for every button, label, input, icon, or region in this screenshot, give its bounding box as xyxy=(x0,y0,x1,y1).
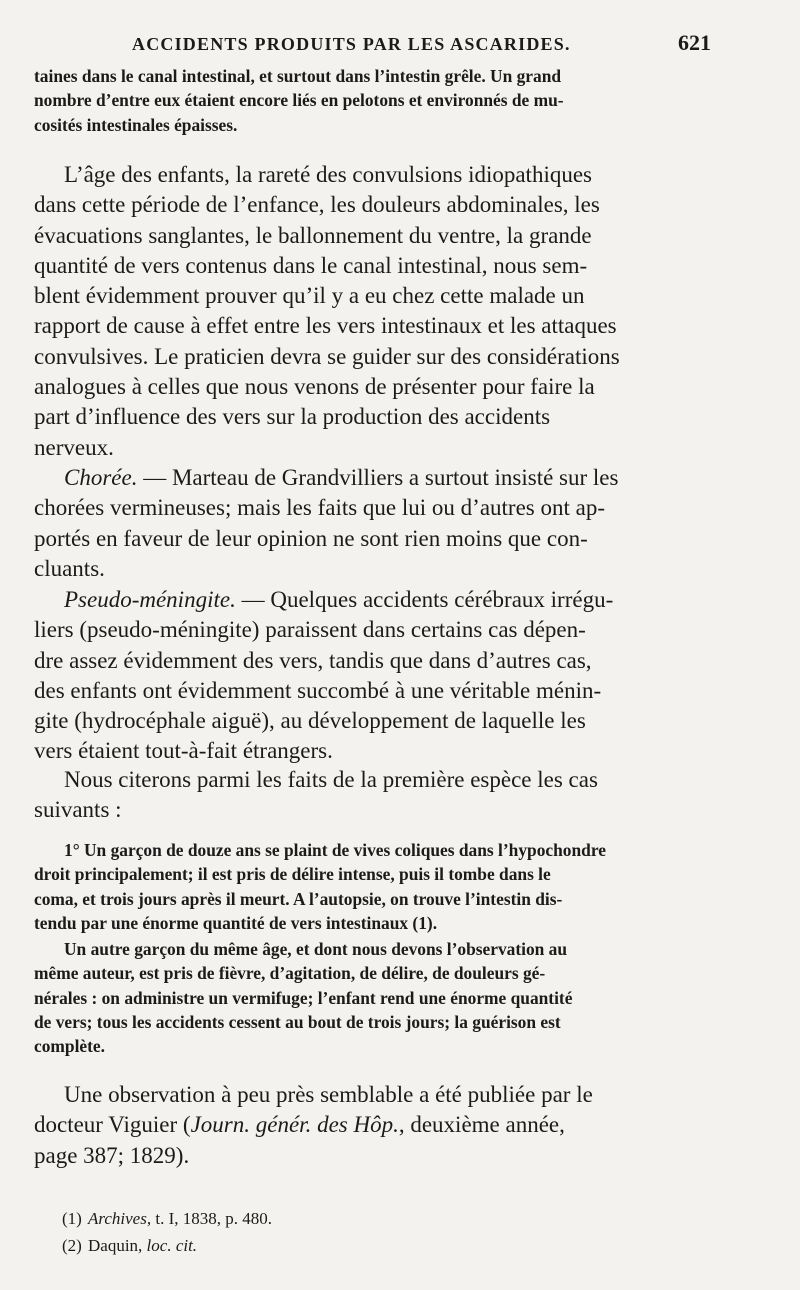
text-line: même auteur, est pris de fièvre, d’agitation, de délire, de douleurs gé- xyxy=(34,963,546,984)
paragraph-observation xyxy=(34,1080,728,1171)
text-line: Chorée. — Marteau de Grandvilliers a surtout insisté sur les xyxy=(64,465,619,490)
footnotes xyxy=(62,1205,662,1259)
text-line: Nous citerons parmi les faits de la première espèce les cas xyxy=(64,767,598,792)
text-line: de vers; tous les accidents cessent au bout de trois jours; la guérison est xyxy=(34,1011,561,1032)
text-line: page 387; 1829). xyxy=(34,1142,190,1168)
text-line: part d’influence des vers sur la production des accidents xyxy=(34,404,551,430)
text-line: nombre d’entre eux étaient encore liés en pelotons et environnés de mu- xyxy=(34,90,564,111)
footnote-marker: (2) xyxy=(62,1236,82,1255)
footnote-text: Daquin, xyxy=(88,1236,147,1255)
text-line: gite (hydrocéphale aiguë), au développement de laquelle les xyxy=(34,708,586,734)
running-header xyxy=(0,30,800,60)
text-line: coma, et trois jours après il meurt. A l’autopsie, on trouve l’intestin dis- xyxy=(34,888,563,909)
footnote-1 xyxy=(62,1205,662,1232)
text-line: chorées vermineuses; mais les faits que lui ou d’autres ont ap- xyxy=(34,495,606,521)
footnote-2 xyxy=(62,1232,662,1259)
text-line: nerveux. xyxy=(34,434,114,460)
text-line: dans cette période de l’enfance, les douleurs abdominales, les xyxy=(34,192,600,218)
text-line: L’âge des enfants, la rareté des convulsions idiopathiques xyxy=(64,162,593,187)
section-label-chorea: Chorée. xyxy=(64,465,138,490)
text-line: vers étaient tout-à-fait étrangers. xyxy=(34,738,333,764)
text-line: Un autre garçon du même âge, et dont nous devons l’observation au xyxy=(64,939,568,959)
section-label-pseudo-meningitis: Pseudo-méningite. xyxy=(64,587,236,612)
text-line: Une observation à peu près semblable a été publiée par le xyxy=(64,1082,593,1107)
paragraph-cite xyxy=(34,765,728,826)
text-line: rapport de cause à effet entre les vers intestinaux et les attaques xyxy=(34,313,617,339)
case-one xyxy=(34,838,728,935)
paragraph-chorea xyxy=(34,463,728,584)
case-two xyxy=(34,937,728,1058)
footnote-marker: (1) xyxy=(62,1209,82,1228)
text-line: suivants : xyxy=(34,797,122,823)
text-line: des enfants ont évidemment succombé à une véritable ménin- xyxy=(34,677,602,703)
text-line: Pseudo-méningite. — Quelques accidents cérébraux irrégu- xyxy=(64,587,614,612)
text-line: nérales : on administre un vermifuge; l’enfant rend une énorme quantité xyxy=(34,987,573,1008)
text-line: portés en faveur de leur opinion ne sont rien moins que con- xyxy=(34,525,588,551)
footnote-text: , t. I, 1838, p. 480. xyxy=(146,1209,272,1228)
text-line: cosités intestinales épaisses. xyxy=(34,114,238,135)
text-line: taines dans le canal intestinal, et surtout dans l’intestin grêle. Un grand xyxy=(34,66,562,86)
text-line: complète. xyxy=(34,1036,105,1057)
paragraph-age xyxy=(34,160,728,463)
text-line: blent évidemment prouver qu’il y a eu chez cette malade un xyxy=(34,283,585,309)
text-line: quantité de vers contenus dans le canal intestinal, nous sem- xyxy=(34,252,588,278)
text-line: analogues à celles que nous venons de présenter pour faire la xyxy=(34,374,595,400)
text-line: droit principalement; il est pris de délire intense, puis il tombe dans le xyxy=(34,864,551,885)
paragraph-pseudo-meningitis xyxy=(34,585,728,767)
journal-title: Journ. génér. des Hôp. xyxy=(190,1112,399,1138)
page-number: 621 xyxy=(678,30,711,55)
text-line: 1° Un garçon de douze ans se plaint de vives coliques dans l’hypochondre xyxy=(64,840,606,860)
text-line: évacuations sanglantes, le ballonnement du ventre, la grande xyxy=(34,222,592,248)
footnote-source: Archives xyxy=(88,1209,147,1228)
running-title: ACCIDENTS PRODUITS PAR LES ASCARIDES. xyxy=(132,34,571,54)
text-line: tendu par une énorme quantité de vers intestinaux (1). xyxy=(34,912,438,933)
footnote-source: loc. cit. xyxy=(146,1236,198,1255)
text-line: cluants. xyxy=(34,555,105,581)
text-line: liers (pseudo-méningite) paraissent dans certains cas dépen- xyxy=(34,617,586,643)
text-line: docteur Viguier (Journ. génér. des Hôp., deuxième année, xyxy=(34,1112,565,1138)
text-line: dre assez évidemment des vers, tandis que dans d’autres cas, xyxy=(34,647,592,673)
text-line: convulsives. Le praticien devra se guider sur des considérations xyxy=(34,343,620,369)
paragraph-continuation xyxy=(34,64,728,137)
